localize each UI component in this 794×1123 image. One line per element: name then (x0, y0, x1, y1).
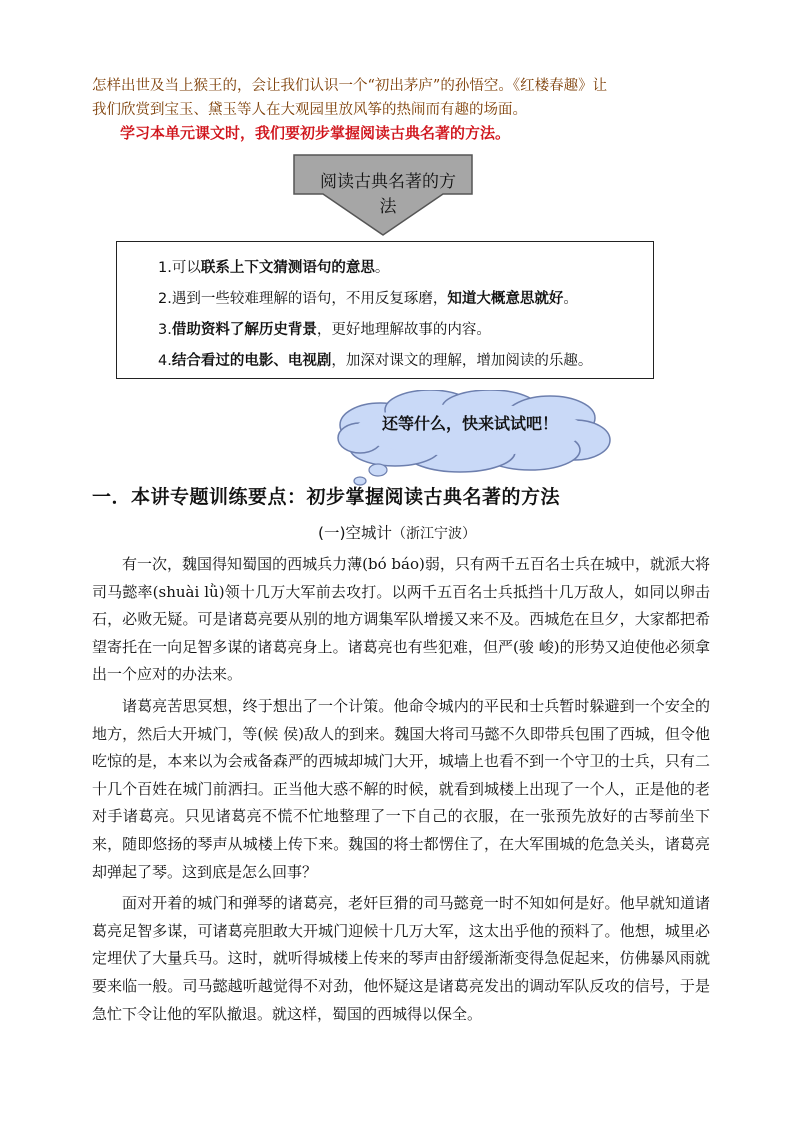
section-title: 一．本讲专题训练要点：初步掌握阅读古典名著的方法 (92, 486, 561, 508)
study-tip: 学习本单元课文时，我们要初步掌握阅读古典名著的方法。 (120, 124, 511, 142)
story-title (0, 521, 794, 543)
method-item: 1.可以联系上下文猜测语句的意思。 (158, 260, 390, 276)
story-paragraph: 有一次，魏国得知蜀国的西城兵力薄(bó báo)弱，只有两千五百名士兵在城中，就派大将司马懿率(shuài lǜ)领十几万大军前去攻打。以两千五百名士兵抵挡十几万敌人，如同以卵击石，必败无疑。可是诸葛亮要从别的地方调集军队增援又来不及。西城危在旦夕，大家都把希望寄托在一向足智多谋的诸葛亮身上。诸葛亮也有些犯难，但严(骏 峻)的形势又迫使他必须拿出一个应对的办法来。 (92, 555, 710, 684)
method-item: 4.结合看过的电影、电视剧，加深对课文的理解，增加阅读的乐趣。 (158, 353, 593, 369)
intro-line-2: 我们欣赏到宝玉、黛玉等人在大观园里放风筝的热闹而有趣的场面。 (92, 102, 527, 118)
story-paragraph: 诸葛亮苦思冥想，终于想出了一个计策。他命令城内的平民和士兵暂时躲避到一个安全的地方，然后大开城门，等(候 侯)敌人的到来。魏国大将司马懿不久即带兵包围了西城，但令他吃惊的是，本来以为会戒备森严的西城却城门大开，城墙上也看不到一个守卫的士兵，只有二十几个百姓在城门前洒扫。正当他大惑不解的时候，就看到城楼上出现了一个人，正是他的老对手诸葛亮。只见诸葛亮不慌不忙地整理了一下自己的衣服，在一张预先放好的古琴前坐下来，随即悠扬的琴声从城楼上传下来。魏国的将士都愣住了，在大军围城的危急关头，诸葛亮却弹起了琴。这到底是怎么回事？ (92, 696, 710, 881)
intro-text (92, 74, 710, 122)
thought-cloud-shape (320, 390, 620, 490)
cloud-caption: 还等什么，快来试试吧！ (381, 414, 558, 433)
story-body (92, 551, 710, 1032)
methods-heading: 阅读古典名著的方法 (320, 172, 456, 217)
story-source: （浙江宁波） (392, 526, 477, 542)
intro-line-1: 怎样出世及当上猴王的，会让我们认识一个“初出茅庐”的孙悟空。《红楼春趣》让 (92, 78, 608, 94)
story-paragraph: 面对开着的城门和弹琴的诸葛亮，老奸巨猾的司马懿竟一时不知如何是好。他早就知道诸葛亮足智多谋，可诸葛亮胆敢大开城门迎候十几万大军，这太出乎他的预料了。他想，城里必定埋伏了大量兵马。这时，就听得城楼上传来的琴声由舒缓渐渐变得急促起来，仿佛暴风雨就要来临一般。司马懿越听越觉得不对劲，他怀疑这是诸葛亮发出的调动军队反攻的信号，于是急忙下令让他的军队撤退。就这样，蜀国的西城得以保全。 (92, 894, 710, 1023)
method-item: 2.遇到一些较难理解的语句，不用反复琢磨，知道大概意思就好。 (158, 291, 578, 307)
story-title-text: (一)空城计 (317, 524, 393, 542)
method-item: 3.借助资料了解历史背景，更好地理解故事的内容。 (158, 322, 491, 338)
methods-box (116, 241, 654, 379)
